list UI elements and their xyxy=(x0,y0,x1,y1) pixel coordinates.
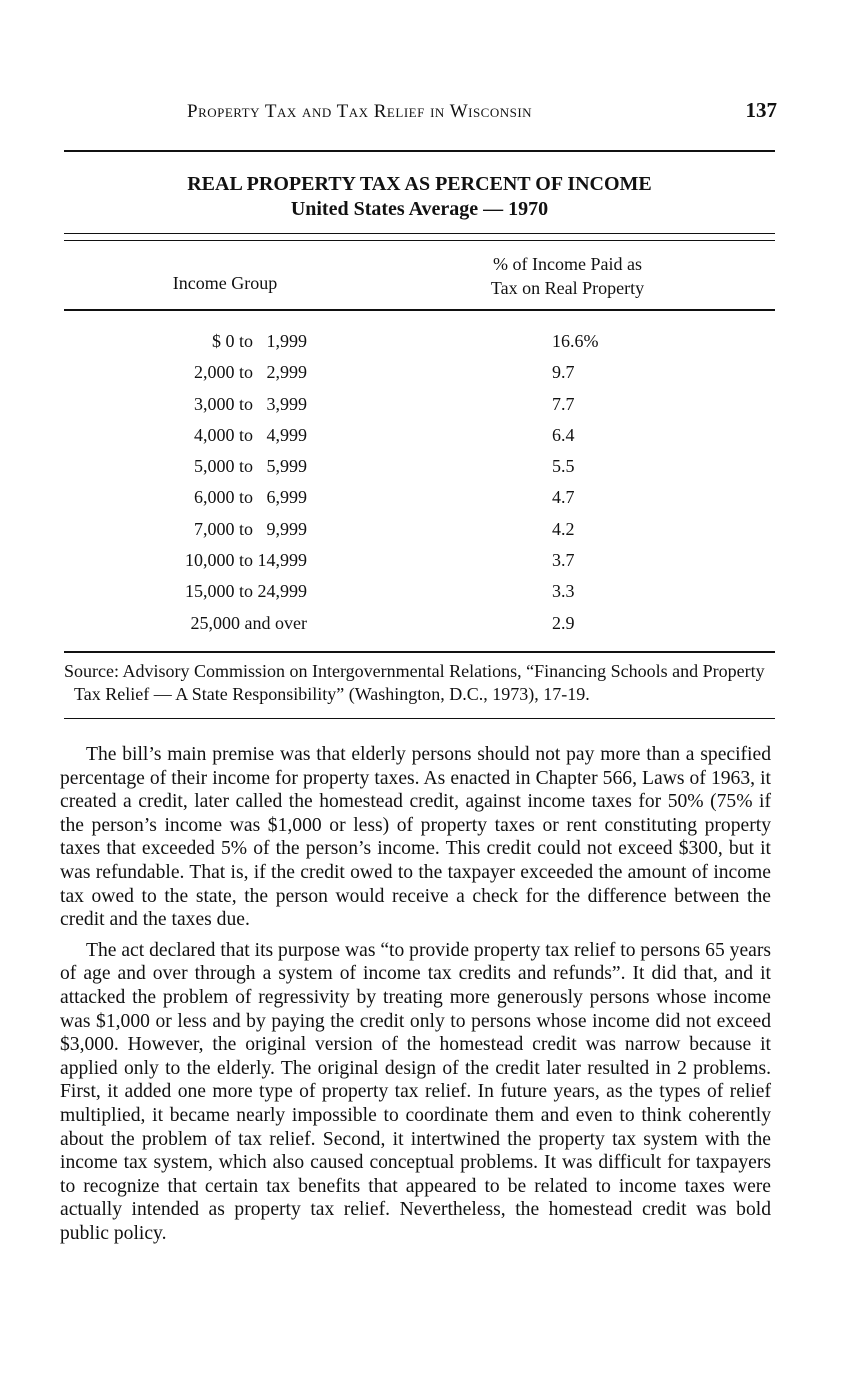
percent-value: 9.7 xyxy=(552,362,575,383)
table-row xyxy=(64,422,775,453)
percent-value: 2.9 xyxy=(552,612,575,633)
column-header-percent-line2: Tax on Real Property xyxy=(490,278,645,298)
table-row xyxy=(64,610,775,641)
paragraph: The bill’s main premise was that elderly persons should not pay more than a specified percentage of their income for property taxes. As enacted in Chapter 566, Laws of 1963, it created a credit, later called the homestead credit, against income taxes for 50% (75% if the person’s income was $1,000 or less) of property taxes or rent constituting property taxes that exceeded 5% of the person’s income. This credit could not exceed $300, but it was refundable. That is, if the credit owed to the taxpayer exceeded the amount of income tax owed to the state, the person would receive a check for the difference between the credit and the taxes due. xyxy=(60,744,771,931)
paragraph: The act declared that its purpose was “to provide property tax relief to persons 65 years of age and over through a system of income tax credits and refunds”. It did that, and it attacked the problem of regressivity by treating more generously persons whose income was $1,000 or less and by paying the credit only to persons whose income did not exceed $3,000. However, the original version of the homestead credit was narrow because it applied only to the elderly. The original design of the credit later resulted in 2 problems. First, it added one more type of property tax relief. In future years, as the types of relief multiplied, it became nearly impossible to coordinate them and even to think coherently about the problem of tax relief. Second, it intertwined the property tax system with the income tax system, which also caused conceptual problems. It was difficult for taxpayers to recognize that certain tax benefits that appeared to be related to income taxes were actually intended as property tax relief. Nevertheless, the homestead credit was bold public policy. xyxy=(60,939,771,1244)
table-top-rule xyxy=(64,150,775,152)
source-bottom-rule xyxy=(64,718,775,719)
table-row xyxy=(64,359,775,390)
income-range: 3,000 to 3,999 xyxy=(193,393,307,414)
table-row xyxy=(64,391,775,422)
income-range: 2,000 to 2,999 xyxy=(193,362,307,383)
column-header-percent-line1: % of Income Paid as xyxy=(493,254,642,274)
column-header-income-group: Income Group xyxy=(172,273,278,293)
running-head-title: Property Tax and Tax Relief in Wisconsin xyxy=(187,101,533,122)
table-source-note xyxy=(64,660,775,706)
table-title-block xyxy=(64,172,775,222)
column-header-percent xyxy=(455,252,680,300)
table-row xyxy=(64,328,775,359)
table-bottom-rule xyxy=(64,651,775,653)
source-text: Source: Advisory Commission on Intergovernmental Relations, “Financing Schools and Property Tax Relief — A State Responsibility” (Washington, D.C., 1973), 17-19. xyxy=(64,661,765,704)
table-row xyxy=(64,484,775,515)
percent-value: 6.4 xyxy=(552,424,575,445)
percent-value: 3.3 xyxy=(552,581,575,602)
running-head xyxy=(187,98,777,123)
percent-value: 3.7 xyxy=(552,550,575,571)
income-range: 15,000 to 24,999 xyxy=(184,581,307,602)
income-range: 10,000 to 14,999 xyxy=(184,550,307,571)
table-row xyxy=(64,453,775,484)
table-subtitle: United States Average — 1970 xyxy=(290,198,549,220)
income-range: $ 0 to 1,999 xyxy=(211,331,307,351)
header-double-rule-top xyxy=(64,233,775,234)
table-row xyxy=(64,516,775,547)
income-range: 7,000 to 9,999 xyxy=(193,518,307,539)
percent-value: 4.7 xyxy=(552,487,575,508)
income-range: 6,000 to 6,999 xyxy=(193,487,307,508)
header-bottom-rule xyxy=(64,309,775,311)
table-title: REAL PROPERTY TAX AS PERCENT OF INCOME xyxy=(187,173,652,195)
percent-value: 16.6% xyxy=(552,331,599,351)
income-range: 25,000 and over xyxy=(190,612,307,633)
income-range: 4,000 to 4,999 xyxy=(193,424,307,445)
table-row xyxy=(64,547,775,578)
page-number: 137 xyxy=(745,98,777,122)
table-body xyxy=(64,328,775,641)
percent-value: 7.7 xyxy=(552,393,575,414)
percent-value: 5.5 xyxy=(552,456,575,477)
income-range: 5,000 to 5,999 xyxy=(193,456,307,477)
percent-value: 4.2 xyxy=(552,518,575,539)
table-row xyxy=(64,578,775,609)
body-text xyxy=(60,743,771,1252)
header-double-rule-bottom xyxy=(64,240,775,241)
